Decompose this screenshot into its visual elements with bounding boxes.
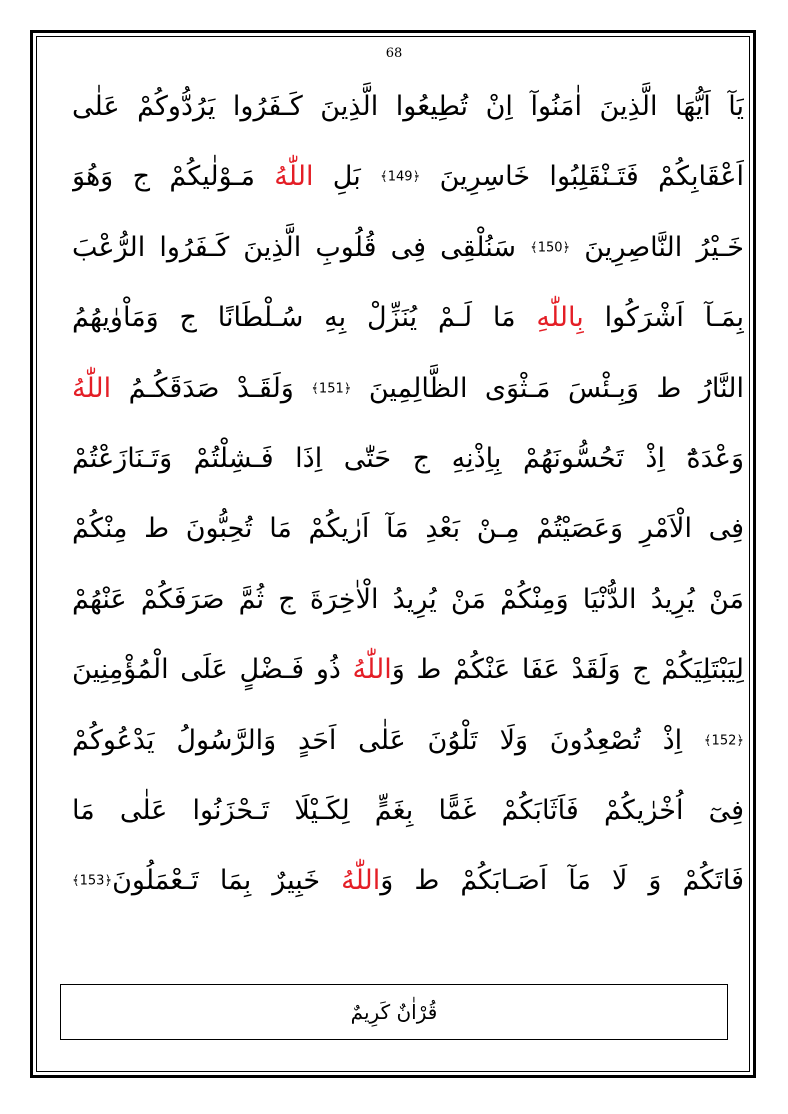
verse-text: بَلِ xyxy=(313,161,381,193)
verse-line xyxy=(72,565,744,635)
verse-line xyxy=(72,283,744,353)
footer-label: قُرْاٰنٌ كَرِيمٌ xyxy=(350,1000,438,1024)
divine-name: اللّٰهُ xyxy=(341,865,381,897)
verse-text: فِىٓ اُخْرٰيكُمْ فَاَثَابَكُمْ غَمًّا بِغَمٍّ لِكَـيْلَا تَـحْزَنُوا عَلٰى مَا xyxy=(72,794,744,826)
verse-text: النَّارُ ط وَبِـئْسَ مَـثْوَى الظَّالِمِينَ xyxy=(351,372,744,404)
verse-text: بِمَـآ اَشْرَكُوا xyxy=(583,302,744,334)
verse-text: مَا لَـمْ يُنَزِّلْ بِهِ سُـلْطَانًا ج وَمَاْوٰيهُمُ xyxy=(72,302,537,334)
verse-text: لِيَبْتَلِيَكُمْ ج وَلَقَدْ عَفَا عَنْكُمْ ط وَ xyxy=(391,654,744,686)
verse-text: اَعْقَابِكُمْ فَتَـنْقَلِبُوا خَاسِرِينَ xyxy=(420,161,744,193)
verse-line xyxy=(72,776,744,846)
verse-text: ذُو فَـضْلٍ عَلَى الْمُؤْمِنِينَ xyxy=(72,654,353,686)
verse-text: مَـوْلٰيكُمْ ج وَهُوَ xyxy=(72,161,275,193)
verse-text: يَآ اَيُّهَا الَّذِينَ اٰمَنُوآ اِنْ تُطِيعُوا الَّذِينَ كَـفَرُوا يَرُدُّوكُمْ عَلٰى xyxy=(72,91,744,122)
footer-box xyxy=(60,984,728,1040)
verse-line xyxy=(72,706,744,776)
divine-name: اللّٰهُ xyxy=(274,161,314,193)
verse-line xyxy=(72,494,744,564)
ayah-number: ﴿151﴾ xyxy=(311,380,352,396)
verse-line xyxy=(72,846,744,916)
ayah-number: ﴿153﴾ xyxy=(72,873,113,889)
verse-text: خَبِيرٌ بِمَا تَـعْمَلُونَ xyxy=(112,865,342,897)
verse-line xyxy=(72,354,744,424)
divine-name: بِاللّٰهِ xyxy=(536,302,584,334)
verse-line xyxy=(72,424,744,494)
verse-text: اِذْ تُصْعِدُونَ وَلَا تَلْوُنَ عَلٰى اَحَدٍ وَالرَّسُولُ يَدْعُوكُمْ xyxy=(72,724,704,756)
verse-line xyxy=(72,72,744,142)
verse-text: فَاتَكُمْ وَ لَا مَآ اَصَـابَكُمْ ط وَ xyxy=(380,865,744,897)
verse-text: مَنْ يُرِيدُ الدُّنْيَا وَمِنْكُمْ مَنْ يُرِيدُ الْاٰخِرَةَ ج ثُمَّ صَرَفَكُمْ عَنْهُمْ xyxy=(72,583,744,615)
verse-text: وَعْدَهُٓ اِذْ تَحُسُّونَهُمْ بِاِذْنِهِ ج حَتّٰى اِذَا فَـشِلْتُمْ وَتَـنَازَعْتُمْ xyxy=(72,442,744,474)
ayah-number: ﴿149﴾ xyxy=(380,169,421,185)
verse-line xyxy=(72,213,744,283)
divine-name: اللّٰهُ xyxy=(72,372,112,404)
divine-name: اللّٰهُ xyxy=(352,654,392,686)
verse-line xyxy=(72,142,744,212)
verse-text: خَـيْرُ النَّاصِرِينَ xyxy=(570,231,744,263)
verse-text: وَلَقَـدْ صَدَقَكُـمُ xyxy=(111,372,312,404)
page-number: 68 xyxy=(385,46,403,61)
verse-line xyxy=(72,635,744,705)
verse-text: فِى الْاَمْرِ وَعَصَيْتُمْ مِـنْ بَعْدِ مَآ اَرٰيكُمْ مَا تُحِبُّونَ ط مِنْكُمْ xyxy=(72,513,744,545)
quran-text-block xyxy=(72,72,744,917)
ayah-number: ﴿152﴾ xyxy=(703,732,744,748)
ayah-number: ﴿150﴾ xyxy=(530,240,571,256)
verse-text: سَنُلْقِى فِى قُلُوبِ الَّذِينَ كَـفَرُوا الرُّعْبَ xyxy=(72,231,531,263)
